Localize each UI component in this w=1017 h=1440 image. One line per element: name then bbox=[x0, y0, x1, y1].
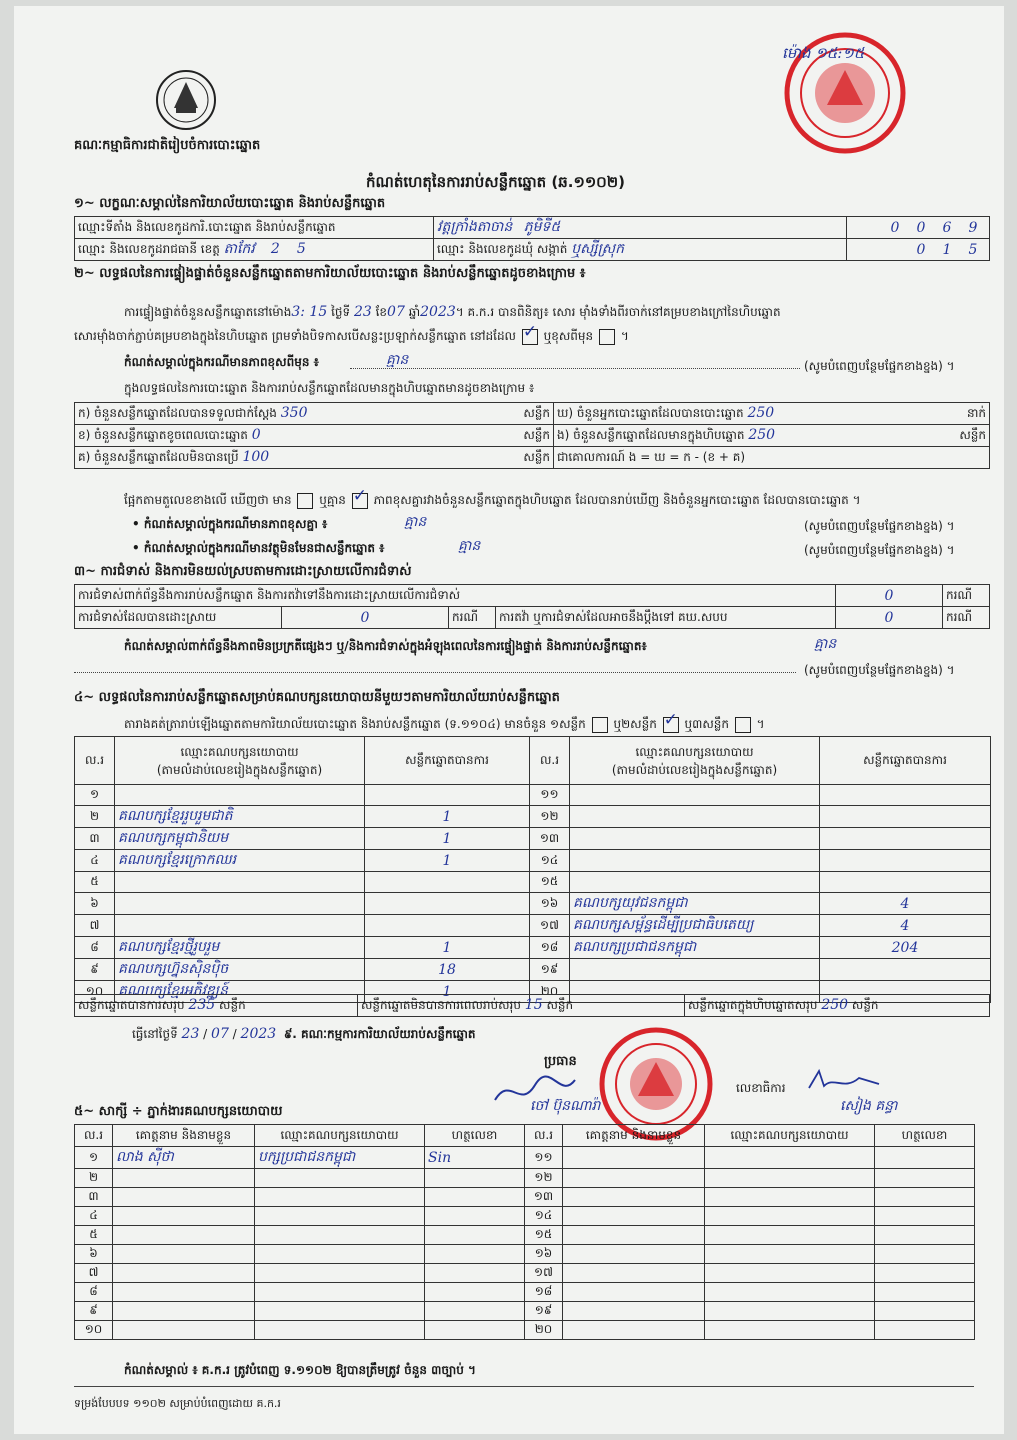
voters-value: 250 bbox=[747, 404, 775, 421]
chair-label: ប្រធាន bbox=[544, 1054, 577, 1069]
witness-name bbox=[113, 1188, 255, 1207]
witness-party bbox=[705, 1321, 875, 1340]
row-number: ៨ bbox=[75, 1283, 113, 1302]
compare-text: ឬគ្មាន bbox=[319, 493, 346, 507]
changed-checkbox[interactable] bbox=[599, 329, 615, 345]
voters-label: ឃ) ចំនួនអ្នកបោះឆ្នោតដែលបានបោះឆ្នោត bbox=[557, 405, 744, 420]
party-votes: 18 bbox=[365, 959, 530, 981]
two-sheet-label: ឬ២សន្លឹក bbox=[613, 717, 657, 731]
witness-party bbox=[255, 1169, 425, 1188]
party-name: គណបក្សខ្មែររួបរួមជាតិ bbox=[115, 806, 365, 828]
section1-heading: ១~ លក្ខណៈសម្គាល់នៃការិយាល័យបោះឆ្នោត និងរាប់សន្លឹកឆ្នោត bbox=[74, 196, 386, 211]
witness-name bbox=[113, 1283, 255, 1302]
section5-heading: ៥~ សាក្សី ÷ ភ្នាក់ងារគណបក្សនយោបាយ bbox=[74, 1104, 283, 1119]
col-sign: ហត្ថលេខា bbox=[875, 1125, 975, 1147]
col-votes: សន្លឹកឆ្នោតបានការ bbox=[820, 737, 991, 785]
row-number: ១០ bbox=[75, 981, 115, 1003]
province-code-digit: 5 bbox=[296, 241, 306, 257]
party-votes: 1 bbox=[365, 850, 530, 872]
witness-party bbox=[705, 1264, 875, 1283]
witness-name bbox=[563, 1245, 705, 1264]
col-no: ល.រ bbox=[75, 737, 115, 785]
row-number: ១៥ bbox=[530, 872, 570, 893]
row-number: ១២ bbox=[525, 1169, 563, 1188]
secretary-signature-icon bbox=[804, 1066, 884, 1096]
sign-year: 2023 bbox=[240, 1026, 277, 1042]
one-sheet-checkbox[interactable] bbox=[592, 717, 608, 733]
in-box-label: ង) ចំនួនសន្លឹកឆ្នោតដែលមានក្នុងហិបឆ្នោត bbox=[557, 427, 745, 442]
location-village: ភូមិទី៥ bbox=[523, 219, 561, 235]
witness-name bbox=[563, 1169, 705, 1188]
witness-signature bbox=[875, 1245, 975, 1264]
witness-name bbox=[563, 1283, 705, 1302]
col-party: ឈ្មោះគណបក្សនយោបាយ bbox=[705, 1125, 875, 1147]
party-row bbox=[75, 959, 991, 981]
row-number: ១០ bbox=[75, 1321, 113, 1340]
witness-name bbox=[563, 1147, 705, 1169]
witness-signature bbox=[875, 1264, 975, 1283]
unused-value: 100 bbox=[242, 448, 270, 465]
party-row bbox=[75, 850, 991, 872]
secretary-label: លេខាធិការ bbox=[736, 1081, 786, 1095]
col-votes: សន្លឹកឆ្នោតបានការ bbox=[365, 737, 530, 785]
witness-party bbox=[705, 1188, 875, 1207]
party-name bbox=[115, 785, 365, 806]
witness-row bbox=[75, 1147, 975, 1169]
party-row bbox=[75, 937, 991, 959]
witness-name bbox=[563, 1302, 705, 1321]
row-number: ៤ bbox=[75, 850, 115, 872]
location-code-digit: 9 bbox=[968, 219, 978, 236]
fill-hint: (សូមបំពេញបន្ថែមផ្នែកខាងខ្នង) ។ bbox=[804, 663, 955, 677]
witness-row bbox=[75, 1283, 975, 1302]
row-number: ១៥ bbox=[525, 1226, 563, 1245]
witness-party bbox=[705, 1169, 875, 1188]
compare-text: ផ្អែកតាមតួលេខខាងលើ ឃើញថា មាន bbox=[124, 493, 292, 507]
witness-row bbox=[75, 1188, 975, 1207]
commune-label: ឈ្មោះ និងលេខកូដឃុំ សង្កាត់ bbox=[437, 242, 568, 256]
party-votes bbox=[820, 828, 991, 850]
province-value: តាកែវ bbox=[223, 241, 255, 257]
witness-signature bbox=[875, 1188, 975, 1207]
witness-row bbox=[75, 1226, 975, 1245]
dotted-line bbox=[350, 368, 800, 369]
witness-table bbox=[74, 1124, 975, 1340]
location-label: ឈ្មោះទីតាំង និងលេខកូដការិ.បោះឆ្នោត និងរាប់សន្លឹកឆ្នោត bbox=[75, 217, 434, 239]
witness-signature bbox=[875, 1169, 975, 1188]
unit-label: សន្លឹក bbox=[546, 997, 574, 1012]
party-votes: 1 bbox=[365, 828, 530, 850]
footer-divider bbox=[74, 1386, 974, 1387]
three-sheet-checkbox[interactable] bbox=[735, 717, 751, 733]
col-no: ល.រ bbox=[75, 1125, 113, 1147]
party-votes: 1 bbox=[365, 981, 530, 1003]
location-code-digit: 6 bbox=[942, 219, 952, 236]
result-intro: ក្នុងលទ្ធផលនៃការបោះឆ្នោត និងការរាប់សន្លឹកឆ្នោតដែលមានក្នុងហិបឆ្នោតមានដូចខាងក្រោម ៖ bbox=[124, 381, 535, 395]
row-number: ១៩ bbox=[525, 1302, 563, 1321]
commune-code-digit: 0 bbox=[916, 241, 926, 258]
party-votes: 204 bbox=[820, 937, 991, 959]
witness-signature bbox=[875, 1207, 975, 1226]
witness-row bbox=[75, 1321, 975, 1340]
org-name: គណៈកម្មាធិការជាតិរៀបចំការបោះឆ្នោត bbox=[74, 138, 261, 153]
witness-party bbox=[255, 1188, 425, 1207]
unit-label: សន្លឹក bbox=[959, 427, 986, 442]
row-number: ៧ bbox=[75, 1264, 113, 1283]
row-number: ៥ bbox=[75, 1226, 113, 1245]
party-votes bbox=[365, 893, 530, 915]
party-name bbox=[115, 872, 365, 893]
row-number: ៦ bbox=[75, 893, 115, 915]
witness-name bbox=[113, 1321, 255, 1340]
col-no: ល.រ bbox=[525, 1125, 563, 1147]
row-number: ១១ bbox=[530, 785, 570, 806]
col-party: ឈ្មោះគណបក្សនយោបាយ bbox=[255, 1125, 425, 1147]
unit-label: សន្លឹក bbox=[523, 427, 550, 442]
row-number: ៩ bbox=[75, 959, 115, 981]
spoiled-value: 0 bbox=[251, 426, 261, 443]
party-row bbox=[75, 828, 991, 850]
bullet-diff-value: គ្មាន bbox=[404, 514, 427, 530]
location-value: វត្តក្រាំងតាចាន់ bbox=[437, 219, 513, 235]
witness-signature bbox=[425, 1321, 525, 1340]
row-number: ១ bbox=[75, 1147, 113, 1169]
party-name: គណបក្សខ្មែរថ្មីរួបរួម bbox=[115, 937, 365, 959]
complaints-value: 0 bbox=[836, 585, 943, 607]
no-diff-checkbox[interactable] bbox=[352, 493, 368, 509]
col-no: ល.រ bbox=[530, 737, 570, 785]
unit-label: នាក់ bbox=[966, 405, 986, 420]
witness-name bbox=[113, 1302, 255, 1321]
formula: ជាគោលការណ៍ ង = ឃ = ក - (ខ + គ) bbox=[554, 447, 990, 469]
has-diff-checkbox[interactable] bbox=[297, 493, 313, 509]
case-unit: ករណី bbox=[943, 607, 990, 629]
witness-party bbox=[255, 1207, 425, 1226]
party-name bbox=[115, 915, 365, 937]
bullet-diff-label: • កំណត់សម្គាល់ក្នុងករណីមានភាពខុសគ្នា ៖ bbox=[132, 517, 328, 531]
row-number: ៣ bbox=[75, 828, 115, 850]
witness-signature bbox=[875, 1302, 975, 1321]
row-number: ២០ bbox=[525, 1321, 563, 1340]
verification-time: 3: 15 bbox=[291, 304, 328, 320]
row-number: ១៨ bbox=[530, 937, 570, 959]
witness-party bbox=[255, 1321, 425, 1340]
verification-text: ថ្ងៃទី bbox=[331, 305, 351, 319]
row-number: ១២ bbox=[530, 806, 570, 828]
valid-total-label: សន្លឹកឆ្នោតបានការសរុប bbox=[78, 997, 185, 1012]
verification-year: 2023 bbox=[420, 304, 456, 320]
col-sign: ហត្ថលេខា bbox=[425, 1125, 525, 1147]
compare-text: ភាពខុសគ្នារវាងចំនួនសន្លឹកឆ្នោតក្នុងហិបឆ្នោត ដែលបានរាប់ឃើញ និងចំនួនអ្នកបោះឆ្នោត ដែលបានបោះឆ្នោត ។ bbox=[373, 493, 861, 507]
witness-row bbox=[75, 1245, 975, 1264]
witness-signature bbox=[425, 1302, 525, 1321]
party-name bbox=[570, 785, 820, 806]
fill-hint: (សូមបំពេញបន្ថែមផ្នែកខាងខ្នង) ។ bbox=[804, 543, 955, 557]
diff-note-label: កំណត់សម្គាល់ក្នុងករណីមានភាពខុសពីមុន ៖ bbox=[124, 355, 319, 369]
dotted-line bbox=[74, 672, 796, 673]
received-label: ក) ចំនួនសន្លឹកឆ្នោតដែលបានទទួលជាក់ស្តែង bbox=[78, 405, 277, 420]
invalid-total-label: សន្លឹកឆ្នោតមិនបានការពេលរាប់សរុប bbox=[361, 997, 521, 1012]
witness-signature bbox=[425, 1264, 525, 1283]
row-number: ២ bbox=[75, 1169, 113, 1188]
party-votes bbox=[365, 872, 530, 893]
case-unit: ករណី bbox=[449, 607, 496, 629]
witness-row bbox=[75, 1264, 975, 1283]
party-votes: 1 bbox=[365, 806, 530, 828]
tally-intro-text: តារាងគត់ត្រារាប់ឡើងឆ្នោតតាមការិយាល័យបោះឆ្នោត និងរាប់សន្លឹកឆ្នោត (ទ.១១០៤) មានចំនួន ១សន្លឹក bbox=[124, 717, 586, 731]
commune-value: ឬស្សីស្រុក bbox=[571, 241, 624, 257]
row-number: ១ bbox=[75, 785, 115, 806]
witness-party bbox=[255, 1245, 425, 1264]
received-value: 350 bbox=[280, 404, 308, 421]
party-results-table bbox=[74, 736, 991, 1003]
witness-name bbox=[563, 1188, 705, 1207]
party-votes bbox=[820, 785, 991, 806]
section4-heading: ៤~ លទ្ធផលនៃការរាប់សន្លឹកឆ្នោតសម្រាប់គណបក្សនយោបាយនីមួយៗតាមការិយាល័យរាប់សន្លឹកឆ្នោត bbox=[74, 690, 560, 705]
row-number: ៥ bbox=[75, 872, 115, 893]
row-number: ៣ bbox=[75, 1188, 113, 1207]
row-number: ១៣ bbox=[530, 828, 570, 850]
complaints-table bbox=[74, 584, 990, 629]
party-votes bbox=[820, 872, 991, 893]
location-table bbox=[74, 216, 990, 261]
unit-label: សន្លឹក bbox=[523, 449, 550, 464]
verification-line bbox=[124, 304, 781, 320]
witness-signature bbox=[425, 1226, 525, 1245]
sign-month: 07 bbox=[211, 1026, 229, 1042]
witness-signature: Sin bbox=[425, 1147, 525, 1169]
witness-name bbox=[113, 1226, 255, 1245]
bullet-objects-value: គ្មាន bbox=[458, 538, 481, 554]
witness-party bbox=[255, 1302, 425, 1321]
line-end: ។ bbox=[620, 329, 629, 343]
row-number: ១៦ bbox=[530, 893, 570, 915]
row-number: ១៧ bbox=[525, 1264, 563, 1283]
valid-total-value: 235 bbox=[188, 996, 216, 1013]
row-number: ៩ bbox=[75, 1302, 113, 1321]
col-party-sub: (តាមលំដាប់លេខរៀងក្នុងសន្លឹកឆ្នោត) bbox=[611, 762, 778, 777]
row-number: ១១ bbox=[525, 1147, 563, 1169]
party-name bbox=[570, 959, 820, 981]
same-checkbox[interactable] bbox=[522, 329, 538, 345]
witness-signature bbox=[425, 1245, 525, 1264]
irregularity-label: កំណត់សម្គាល់ពាក់ព័ន្ធនឹងភាពមិនប្រក្រតីផ្សេងៗ ឬ/និងការជំទាស់ក្នុងអំឡុងពេលនៃការផ្ទៀងផ្ទាត់ និងការរាប់សន្លឹកឆ្នោត៖ bbox=[124, 639, 647, 653]
row-number: ៧ bbox=[75, 915, 115, 937]
party-votes: 4 bbox=[820, 915, 991, 937]
changed-option-label: ឬខុសពីមុន bbox=[543, 329, 594, 343]
witness-signature bbox=[875, 1321, 975, 1340]
verification-month: 07 bbox=[387, 304, 405, 320]
fill-hint: (សូមបំពេញបន្ថែមផ្នែកខាងខ្នង) ។ bbox=[804, 519, 955, 533]
party-row bbox=[75, 872, 991, 893]
totals-table bbox=[74, 994, 990, 1017]
commune-code-digit: 5 bbox=[968, 241, 978, 258]
witness-name bbox=[563, 1264, 705, 1283]
col-party: ឈ្មោះគណបក្សនយោបាយ bbox=[180, 744, 299, 759]
location-code-digit: 0 bbox=[916, 219, 926, 236]
witness-party bbox=[255, 1283, 425, 1302]
witness-signature bbox=[425, 1207, 525, 1226]
witness-party bbox=[705, 1147, 875, 1169]
witness-signature bbox=[425, 1169, 525, 1188]
party-name bbox=[570, 872, 820, 893]
party-name: គណបក្សយុវជនកម្ពុជា bbox=[570, 893, 820, 915]
party-row bbox=[75, 785, 991, 806]
unit-label: សន្លឹក bbox=[523, 405, 550, 420]
party-votes bbox=[820, 850, 991, 872]
section2-heading: ២~ លទ្ធផលនៃការផ្ទៀងផ្ទាត់ចំនួនសន្លឹកឆ្នោតតាមការិយាល័យបោះឆ្នោត និងរាប់សន្លឹកឆ្នោតដូចខាងក្រោម ៖ bbox=[74, 266, 586, 281]
row-number: ២ bbox=[75, 806, 115, 828]
witness-party: បក្សប្រជាជនកម្ពុជា bbox=[255, 1147, 425, 1169]
committee-label: ៩. គណៈកម្មការការិយាល័យរាប់សន្លឹកឆ្នោត bbox=[283, 1027, 476, 1041]
witness-row bbox=[75, 1169, 975, 1188]
location-code-digit: 0 bbox=[890, 219, 900, 236]
witness-signature bbox=[875, 1226, 975, 1245]
appeal-value: 0 bbox=[836, 607, 943, 629]
row-number: ១៦ bbox=[525, 1245, 563, 1264]
province-label: ឈ្មោះ និងលេខកូដរាជធានី ខេត្ត bbox=[78, 242, 220, 256]
witness-party bbox=[255, 1264, 425, 1283]
tally-intro: តារាងគត់ត្រារាប់ឡើងឆ្នោតតាមការិយាល័យបោះឆ្នោត និងរាប់សន្លឹកឆ្នោត (ទ.១១០៤) មានចំនួន ១សន្លឹក ឬ២សន្លឹក ✓ ឬ៣សន្លឹក ។ bbox=[124, 716, 765, 733]
unit-label: សន្លឹក bbox=[219, 997, 246, 1012]
diff-note-value: គ្មាន bbox=[386, 352, 409, 368]
party-row bbox=[75, 915, 991, 937]
col-name: គោត្តនាម និងនាមខ្លួន bbox=[113, 1125, 255, 1147]
verification-text: ឆ្នាំ bbox=[408, 305, 421, 319]
compare-line bbox=[124, 492, 861, 509]
seal-text: សោរម៉ាំងចាក់ភ្ជាប់គម្របខាងក្នុងនៃហិបឆ្នោត ព្រមទាំងបិទកាសបើសន្លះប្រឡាក់សន្លឹកឆ្នោត នៅដដែល bbox=[74, 329, 516, 343]
appeal-label: ការតវ៉ា ឬការជំទាស់ដែលអាចនឹងប្តឹងទៅ គឃ.សបប bbox=[496, 607, 836, 629]
witness-name bbox=[113, 1245, 255, 1264]
party-name bbox=[115, 893, 365, 915]
irregularity-value: គ្មាន bbox=[814, 636, 837, 652]
invalid-total-value: 15 bbox=[524, 996, 543, 1013]
witness-party bbox=[255, 1226, 425, 1245]
nec-emblem-icon bbox=[154, 68, 218, 132]
case-unit: ករណី bbox=[943, 585, 990, 607]
witness-signature bbox=[875, 1147, 975, 1169]
resolved-label: ការជំទាស់ដែលបានដោះស្រាយ bbox=[75, 607, 282, 629]
witness-party bbox=[705, 1207, 875, 1226]
party-name: គណបក្សហ្វ៊ុនស៊ិនប៉ិច bbox=[115, 959, 365, 981]
province-code-digit: 2 bbox=[270, 241, 280, 257]
party-name bbox=[570, 828, 820, 850]
party-name bbox=[570, 806, 820, 828]
made-on-label: ធ្វើនៅថ្ងៃទី bbox=[132, 1027, 178, 1041]
party-name: គណបក្សកម្ពុជានិយម bbox=[115, 828, 365, 850]
party-votes bbox=[820, 806, 991, 828]
form-title: កំណត់ហេតុនៃការរាប់សន្លឹកឆ្នោត (ឆ.១១០២) bbox=[366, 173, 626, 191]
verification-text: ការផ្ទៀងផ្ទាត់ចំនួនសន្លឹកឆ្នោតនៅម៉ោង bbox=[124, 305, 292, 319]
party-name: គណបក្សប្រជាជនកម្ពុជា bbox=[570, 937, 820, 959]
party-name: គណបក្សសម្ព័ន្ធដើម្បីប្រជាធិបតេយ្យ bbox=[570, 915, 820, 937]
witness-party bbox=[705, 1245, 875, 1264]
sign-day: 23 bbox=[181, 1026, 200, 1042]
box-total-value: 250 bbox=[821, 996, 849, 1013]
witness-party bbox=[705, 1302, 875, 1321]
witness-name: លាង ស៊ីថា bbox=[113, 1147, 255, 1169]
spoiled-label: ខ) ចំនួនសន្លឹកឆ្នោតខូចពេលបោះឆ្នោត bbox=[78, 427, 248, 442]
row-number: ៤ bbox=[75, 1207, 113, 1226]
party-votes bbox=[365, 785, 530, 806]
verification-day: 23 bbox=[353, 304, 372, 320]
party-votes bbox=[365, 915, 530, 937]
form-reference: ទម្រង់បែបបទ ១១០២ សម្រាប់បំពេញដោយ គ.ក.រ bbox=[74, 1397, 281, 1410]
party-votes: 1 bbox=[365, 937, 530, 959]
box-total-label: សន្លឹកឆ្នោតក្នុងហិបឆ្នោតសរុប bbox=[688, 997, 818, 1012]
resolved-value: 0 bbox=[282, 607, 449, 629]
col-party: ឈ្មោះគណបក្សនយោបាយ bbox=[635, 744, 754, 759]
commune-code-digit: 1 bbox=[942, 241, 952, 258]
row-number: ២០ bbox=[530, 981, 570, 1003]
witness-signature bbox=[425, 1188, 525, 1207]
witness-row bbox=[75, 1207, 975, 1226]
chair-name: ចៅ ប៊ុនណារ៉ា bbox=[530, 1098, 601, 1114]
made-on-line: ធ្វើនៅថ្ងៃទី 23 / 07 / 2023 ៩. គណៈកម្មការការិយាល័យរាប់សន្លឹកឆ្នោត bbox=[132, 1026, 476, 1042]
footer-note: កំណត់សម្គាល់ ៖ គ.ក.រ ត្រូវបំពេញ ទ.១១០២ ឱ្យបានត្រឹមត្រូវ ចំនួន ៣ច្បាប់ ។ bbox=[124, 1363, 476, 1377]
witness-signature bbox=[875, 1283, 975, 1302]
row-number: ១៨ bbox=[525, 1283, 563, 1302]
col-name: គោត្តនាម និងនាមខ្លួន bbox=[563, 1125, 705, 1147]
stamp-time-note: ម៉ោង ១៥:១៥ bbox=[782, 44, 865, 62]
verification-text: ។ គ.ក.រ បានពិនិត្យ៖ សោរ ម៉ាំងទាំងពីរចាក់នៅគម្របខាងក្រៅនៃហិបឆ្នោត bbox=[455, 305, 781, 319]
ballot-count-table bbox=[74, 402, 990, 469]
row-number: ៨ bbox=[75, 937, 115, 959]
witness-name bbox=[113, 1207, 255, 1226]
party-row bbox=[75, 806, 991, 828]
complaints-label: ការជំទាស់ពាក់ព័ន្ធនឹងការរាប់សន្លឹកឆ្នោត និងការតវ៉ាទៅនឹងការដោះស្រាយលើការជំទាស់ bbox=[75, 585, 836, 607]
witness-name bbox=[563, 1207, 705, 1226]
verification-text: ខែ bbox=[375, 305, 388, 319]
witness-name bbox=[113, 1264, 255, 1283]
witness-party bbox=[705, 1283, 875, 1302]
witness-signature bbox=[425, 1283, 525, 1302]
two-sheet-checkbox[interactable] bbox=[663, 717, 679, 733]
party-name bbox=[570, 850, 820, 872]
party-votes bbox=[820, 959, 991, 981]
party-votes: 4 bbox=[820, 893, 991, 915]
row-number: ៦ bbox=[75, 1245, 113, 1264]
row-number: ១៣ bbox=[525, 1188, 563, 1207]
witness-name bbox=[113, 1169, 255, 1188]
form-page bbox=[14, 6, 1004, 1434]
party-name: គណបក្សខ្មែរអភិវឌ្ឍន៍ bbox=[115, 981, 365, 1003]
unused-label: គ) ចំនួនសន្លឹកឆ្នោតដែលមិនបានប្រើ bbox=[78, 449, 239, 464]
seal-line bbox=[74, 328, 629, 345]
row-number: ១៤ bbox=[530, 850, 570, 872]
col-party-sub: (តាមលំដាប់លេខរៀងក្នុងសន្លឹកឆ្នោត) bbox=[156, 762, 323, 777]
in-box-value: 250 bbox=[748, 426, 776, 443]
witness-row bbox=[75, 1302, 975, 1321]
party-row bbox=[75, 893, 991, 915]
row-number: ១៩ bbox=[530, 959, 570, 981]
witness-name bbox=[563, 1226, 705, 1245]
row-number: ១៧ bbox=[530, 915, 570, 937]
unit-label: សន្លឹក bbox=[851, 997, 879, 1012]
secretary-name: សៀង គន្ធា bbox=[840, 1098, 898, 1114]
three-sheet-label: ឬ៣សន្លឹក bbox=[684, 717, 729, 731]
fill-hint: (សូមបំពេញបន្ថែមផ្នែកខាងខ្នង) ។ bbox=[804, 359, 955, 373]
witness-name bbox=[563, 1321, 705, 1340]
section3-heading: ៣~ ការជំទាស់ និងការមិនយល់ស្របតាមការដោះស្រាយលើការជំទាស់ bbox=[74, 564, 412, 579]
bullet-objects-label: • កំណត់សម្គាល់ក្នុងករណីមានវត្ថុមិនមែនជាសន្លឹកឆ្នោត ៖ bbox=[132, 541, 385, 555]
party-name: គណបក្សខ្មែរក្រោកឈរ bbox=[115, 850, 365, 872]
row-number: ១៤ bbox=[525, 1207, 563, 1226]
witness-party bbox=[705, 1226, 875, 1245]
